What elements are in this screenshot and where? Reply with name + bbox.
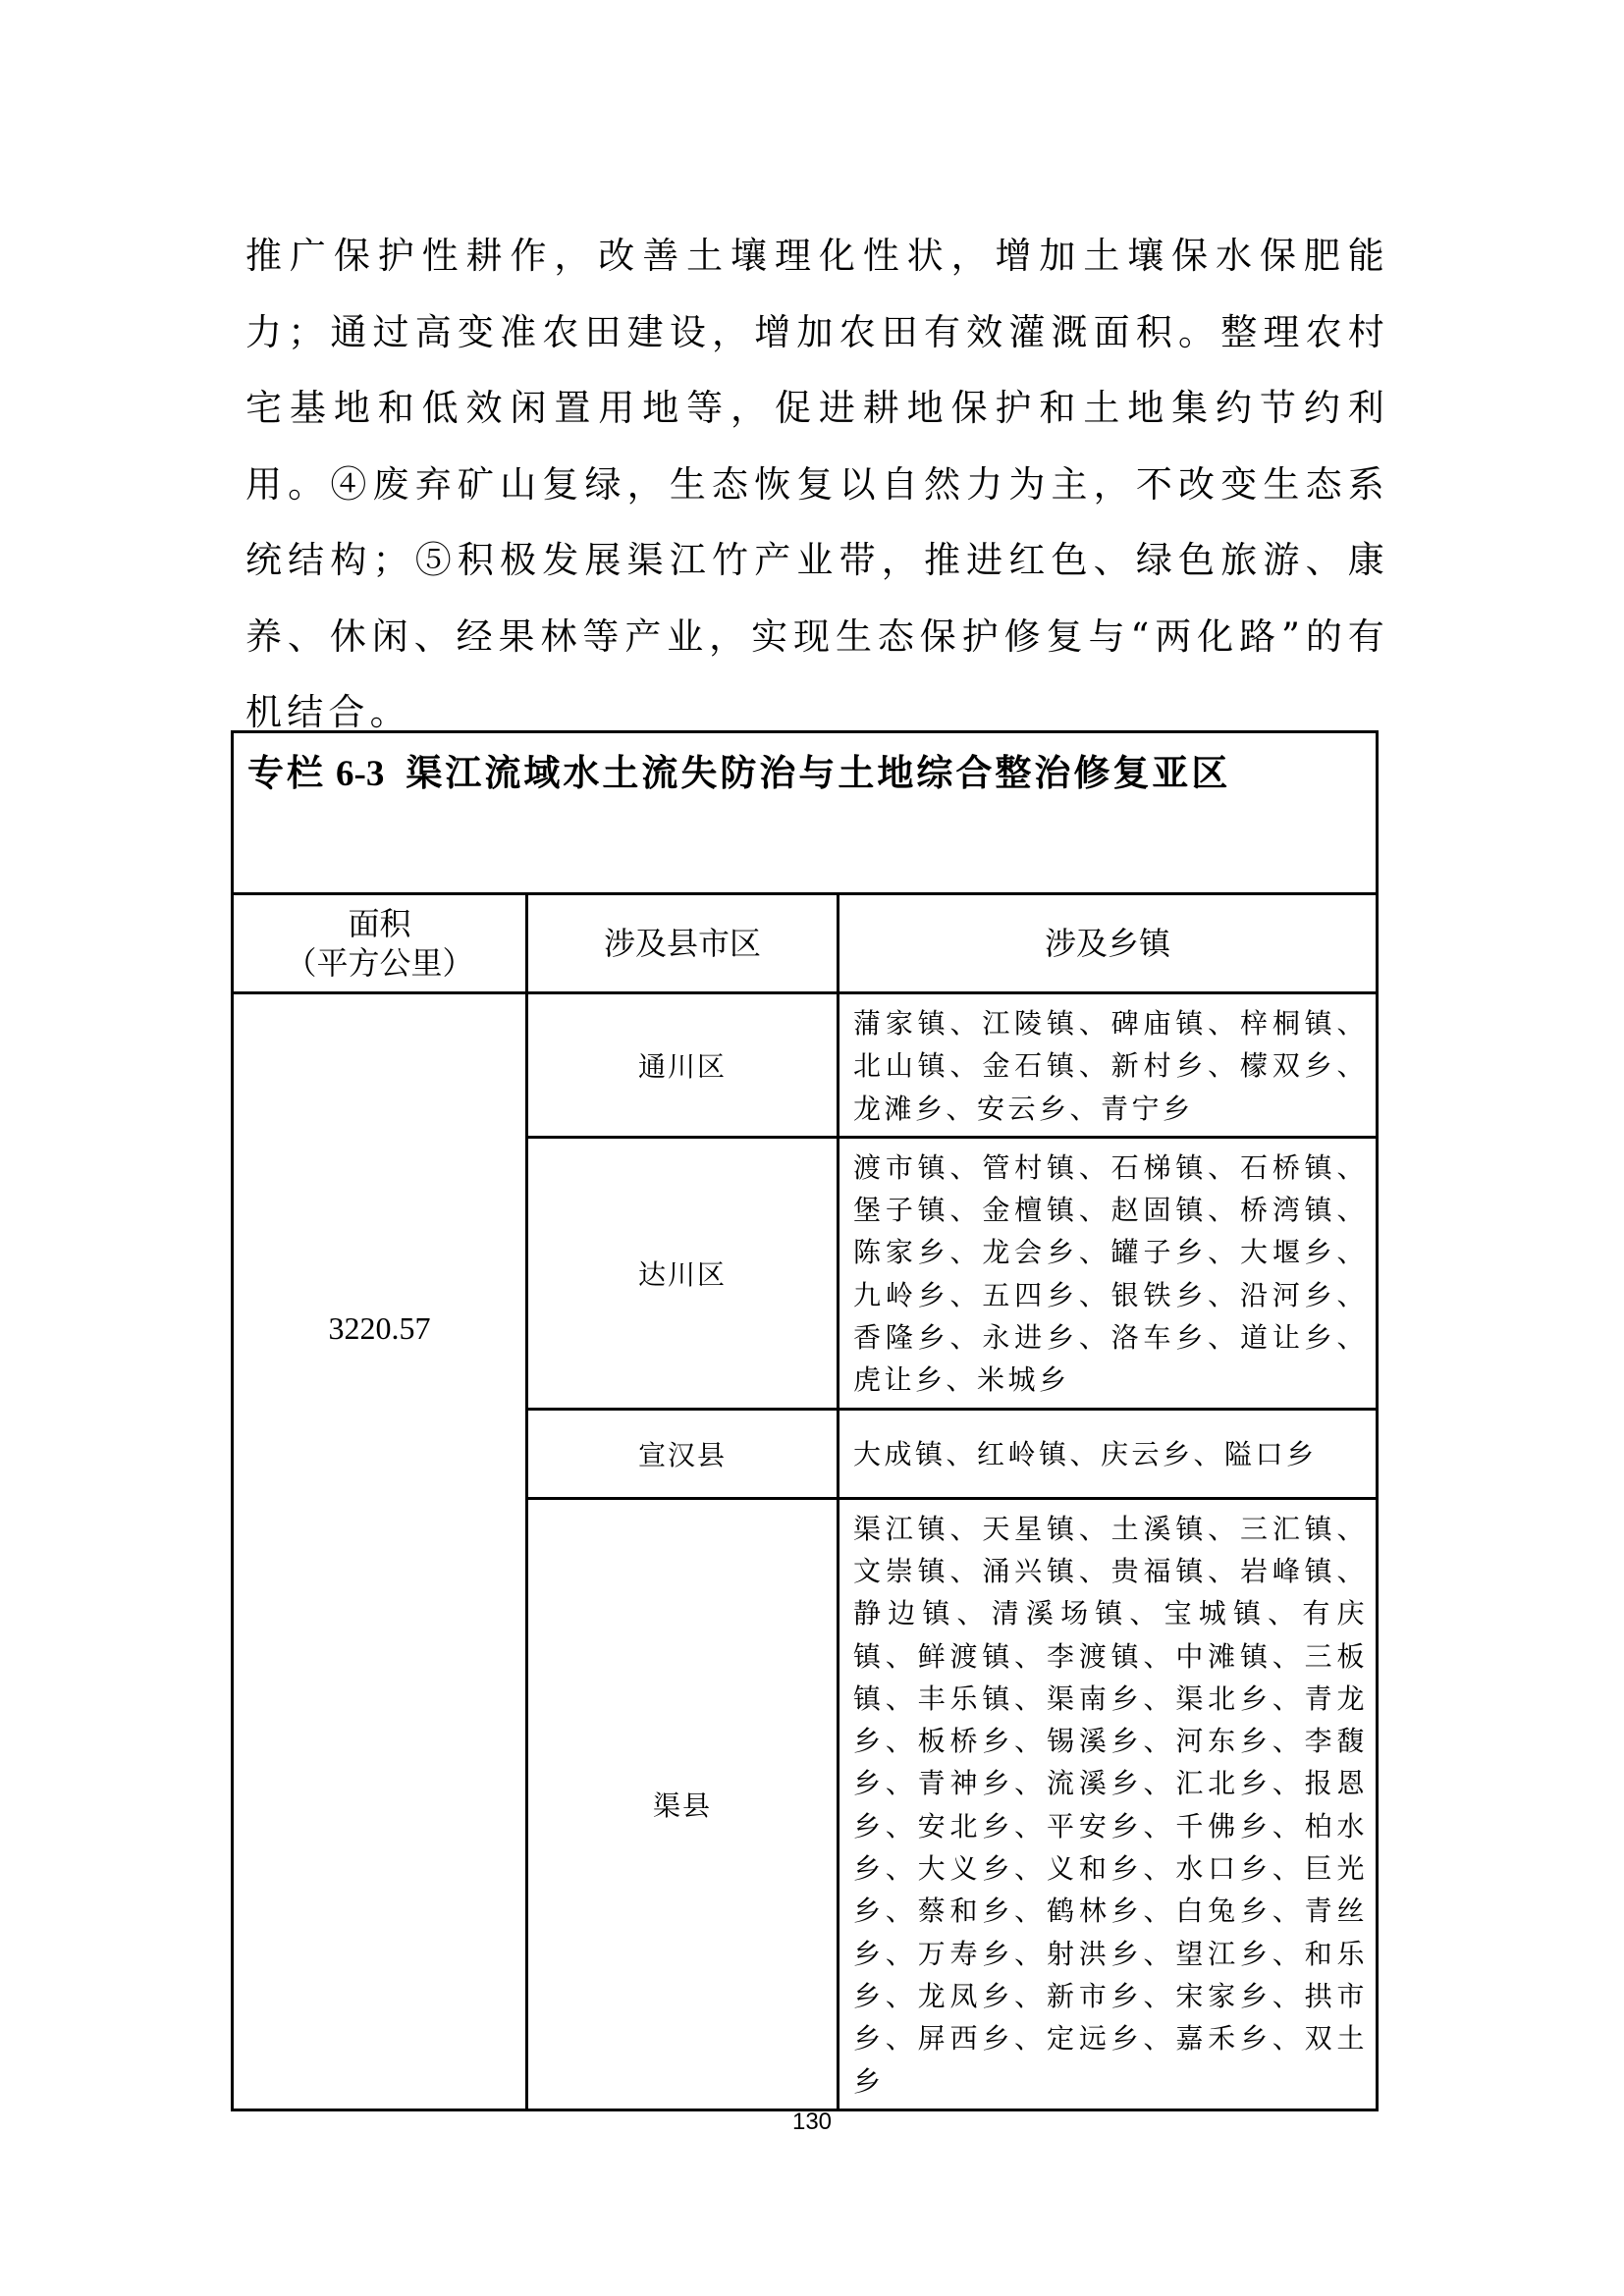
info-box-table xyxy=(231,730,1379,2111)
box-title xyxy=(233,732,1378,894)
county-cell: 宣汉县 xyxy=(527,1409,839,1498)
header-row xyxy=(233,894,1378,993)
county-cell: 渠县 xyxy=(527,1498,839,2109)
towns-cell: 大成镇、红岭镇、庆云乡、隘口乡 xyxy=(839,1409,1378,1498)
county-cell: 通川区 xyxy=(527,993,839,1138)
box-title-text: 渠江流域水土流失防治与土地综合整治修复亚区 xyxy=(406,751,1231,794)
towns-cell: 渠江镇、天星镇、土溪镇、三汇镇、文崇镇、涌兴镇、贵福镇、岩峰镇、静边镇、清溪场镇、宝城镇、有庆镇、鲜渡镇、李渡镇、中滩镇、三板镇、丰乐镇、渠南乡、渠北乡、青龙乡、板桥乡、锡溪乡、河东乡、李馥乡、青神乡、流溪乡、汇北乡、报恩乡、安北乡、平安乡、千佛乡、柏水乡、大义乡、义和乡、水口乡、巨光乡、蔡和乡、鹤林乡、白兔乡、青丝乡、万寿乡、射洪乡、望江乡、和乐乡、龙凤乡、新市乡、宋家乡、拱市乡、屏西乡、定远乡、嘉禾乡、双土乡 xyxy=(839,1498,1378,2109)
body-paragraph: 推广保护性耕作，改善土壤理化性状，增加土壤保水保肥能力；通过高变准农田建设，增加农田有效灌溉面积。整理农村宅基地和低效闲置用地等，促进耕地保护和土地集约节约利用。④废弃矿山复绿，生态恢复以自然力为主，不改变生态系统结构；⑤积极发展渠江竹产业带，推进红色、绿色旅游、康养、休闲、经果林等产业，实现生态保护修复与“两化路”的有机结合。 xyxy=(245,235,1389,733)
area-value: 3220.57 xyxy=(233,993,527,2110)
header-area-line1: 面积 xyxy=(348,905,411,942)
header-county: 涉及县市区 xyxy=(527,894,839,993)
header-area-line2: （平方公里） xyxy=(285,944,474,982)
header-towns: 涉及乡镇 xyxy=(839,894,1378,993)
box-title-row xyxy=(233,732,1378,894)
county-cell: 达川区 xyxy=(527,1137,839,1409)
page-number: 130 xyxy=(791,2109,833,2135)
header-area xyxy=(233,894,527,993)
box-label: 专栏 xyxy=(247,751,326,794)
box-number: 6-3 xyxy=(336,754,385,794)
towns-cell: 蒲家镇、江陵镇、碑庙镇、梓桐镇、北山镇、金石镇、新村乡、檬双乡、龙滩乡、安云乡、青宁乡 xyxy=(839,993,1378,1138)
towns-cell: 渡市镇、管村镇、石梯镇、石桥镇、堡子镇、金檀镇、赵固镇、桥湾镇、陈家乡、龙会乡、罐子乡、大堰乡、九岭乡、五四乡、银铁乡、沿河乡、香隆乡、永进乡、洛车乡、道让乡、虎让乡、米城乡 xyxy=(839,1137,1378,1409)
table-row xyxy=(233,993,1378,1138)
